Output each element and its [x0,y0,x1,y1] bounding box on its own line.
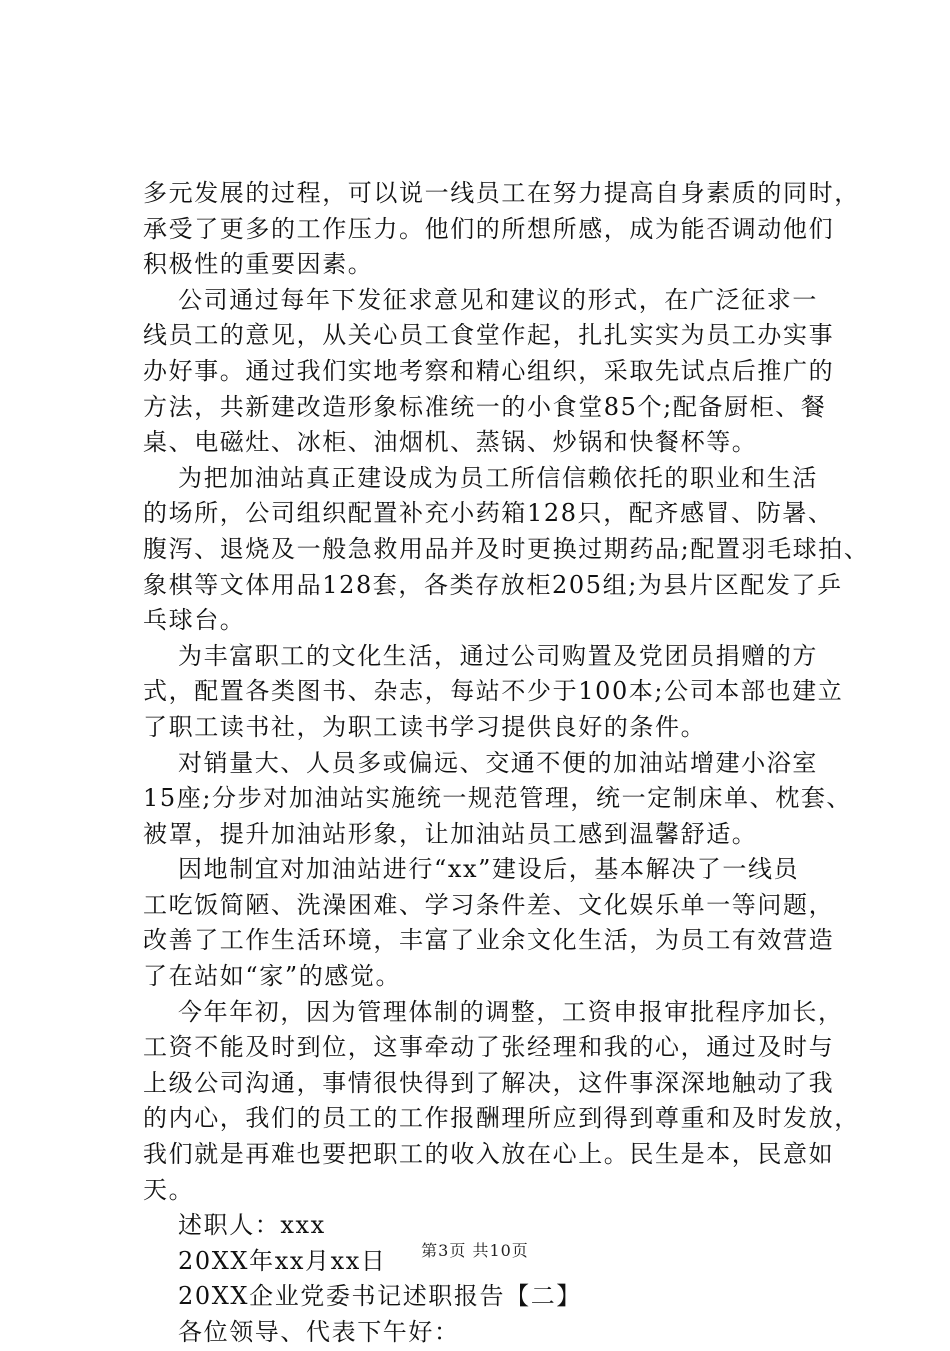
text-line: 我们就是再难也要把职工的收入放在心上。民生是本，民意如 [143,1140,835,1169]
text-line: 改善了工作生活环境，丰富了业余文化生活，为员工有效营造 [143,926,835,955]
text-line: 积极性的重要因素。 [143,250,374,279]
text-line: 15座;分步对加油站实施统一规范管理，统一定制床单、枕套、 [143,784,853,813]
text-line: 20XX年xx月xx日 [178,1246,387,1275]
text-line: 为丰富职工的文化生活，通过公司购置及党团员捐赠的方 [178,641,818,670]
text-line: 式，配置各类图书、杂志，每站不少于100本;公司本部也建立 [143,677,844,706]
page-footer: 第3页 共10页 [421,1241,529,1260]
text-line: 办好事。通过我们实地考察和精心组织，采取先试点后推广的 [143,356,835,385]
text-line: 承受了更多的工作压力。他们的所想所感，成为能否调动他们 [143,214,835,243]
text-line: 述职人：xxx [178,1211,326,1240]
text-line: 天。 [143,1175,195,1204]
text-line: 的内心，我们的员工的工作报酬理所应到得到尊重和及时发放， [143,1104,860,1133]
text-line: 为把加油站真正建设成为员工所信信赖依托的职业和生活 [178,463,818,492]
text-line: 20XX企业党委书记述职报告【二】 [178,1282,582,1311]
text-line: 线员工的意见，从关心员工食堂作起，扎扎实实为员工办实事 [143,321,835,350]
document-body [143,176,870,1351]
text-line: 因地制宜对加油站进行“xx”建设后，基本解决了一线员 [178,855,800,884]
text-line: 腹泻、退烧及一般急救用品并及时更换过期药品;配置羽毛球拍、 [143,534,870,563]
text-line: 多元发展的过程，可以说一线员工在努力提高自身素质的同时， [143,179,860,207]
text-line: 对销量大、人员多或偏远、交通不便的加油站增建小浴室 [178,748,818,777]
text-line: 工吃饭简陋、洗澡困难、学习条件差、文化娱乐单一等问题， [143,890,835,919]
text-line: 各位领导、代表下午好： [178,1318,460,1346]
text-line: 了在站如“家”的感觉。 [143,962,402,991]
text-line: 桌、电磁灶、冰柜、油烟机、蒸锅、炒锅和快餐杯等。 [143,428,758,457]
text-line: 公司通过每年下发征求意见和建议的形式，在广泛征求一 [178,285,818,314]
text-line: 被罩，提升加油站形象，让加油站员工感到温馨舒适。 [143,819,758,848]
text-line: 今年年初，因为管理体制的调整，工资申报审批程序加长， [178,997,844,1026]
text-line: 象棋等文体用品128套，各类存放柜205组;为县片区配发了乒 [143,570,843,599]
text-line: 工资不能及时到位，这事牵动了张经理和我的心，通过及时与 [143,1033,835,1062]
text-line: 的场所，公司组织配置补充小药箱128只，配齐感冒、防暑、 [143,499,834,528]
text-line: 了职工读书社，为职工读书学习提供良好的条件。 [143,712,707,741]
text-line: 方法，共新建改造形象标准统一的小食堂85个;配备厨柜、餐 [143,392,827,421]
text-line: 上级公司沟通，事情很快得到了解决，这件事深深地触动了我 [143,1068,835,1097]
text-line: 乓球台。 [143,606,246,635]
